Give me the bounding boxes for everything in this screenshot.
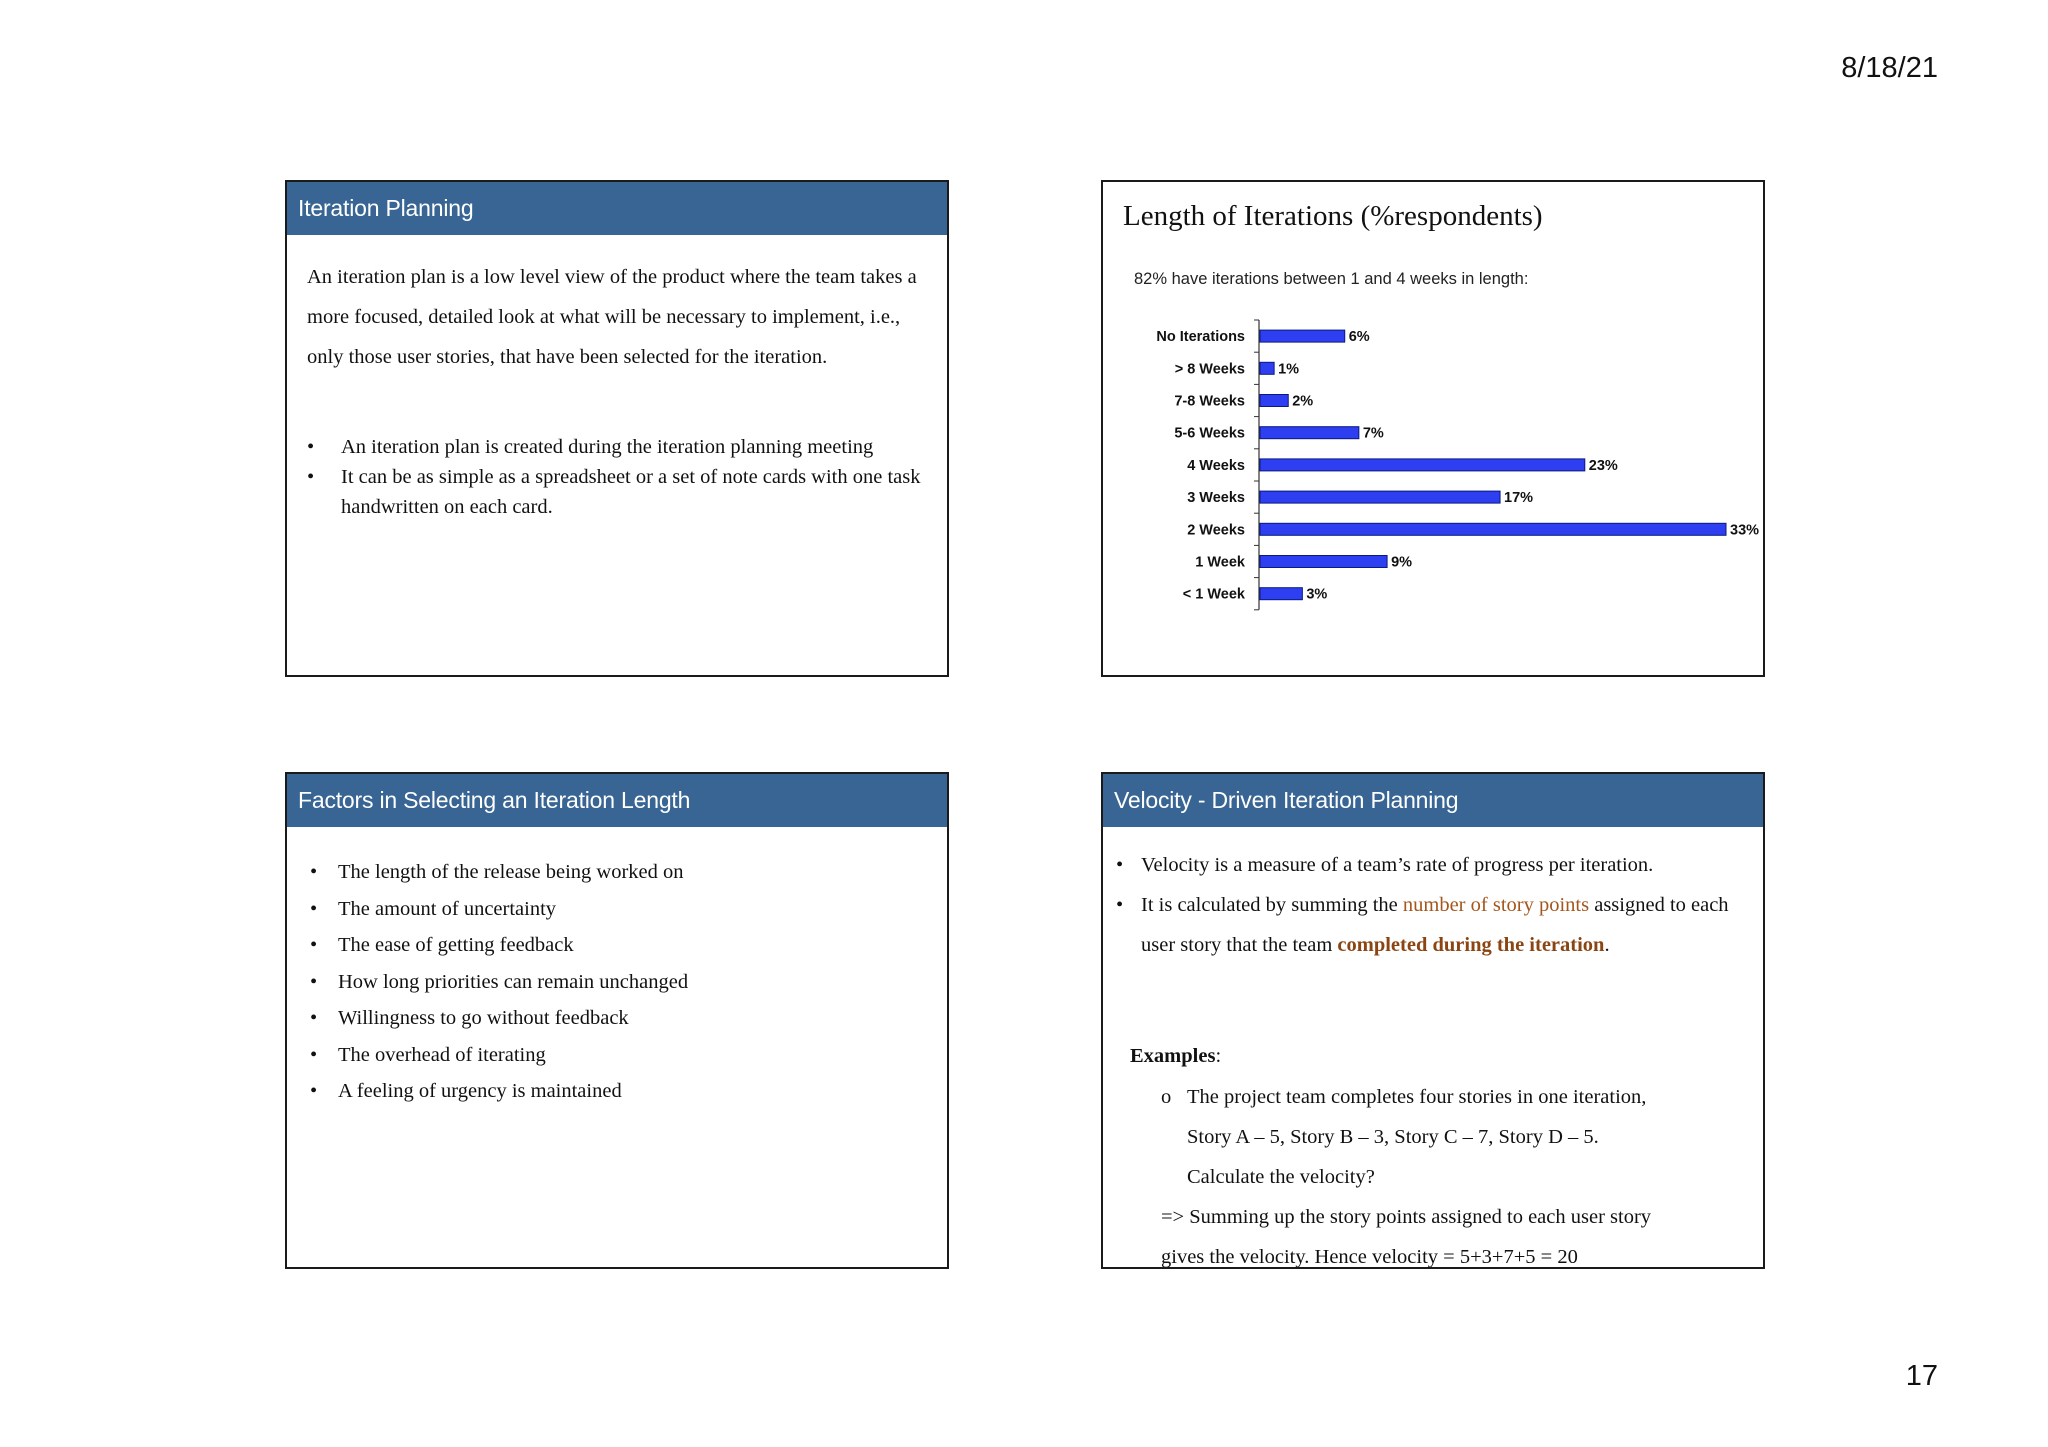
bullet-item: • The overhead of iterating (310, 1037, 930, 1074)
slide-title: Velocity - Driven Iteration Planning (1103, 774, 1763, 827)
bullet-dot-icon: • (1116, 894, 1124, 916)
bar (1260, 427, 1359, 439)
data-label: 23% (1588, 457, 1618, 474)
bar (1260, 556, 1387, 568)
chart-title: Length of Iterations (%respondents) (1123, 200, 1543, 232)
bullet-item: • The length of the release being worked on (310, 854, 930, 891)
page-date: 8/18/21 (1841, 52, 1938, 84)
bullet-item: • The ease of getting feedback (310, 927, 930, 964)
bullet-item: • How long priorities can remain unchanged (310, 964, 930, 1001)
bullet-dot-icon: • (310, 934, 318, 956)
examples-heading: Examples: (1130, 1045, 1222, 1067)
data-label: 33% (1730, 522, 1760, 539)
bullet-dot-icon: • (310, 861, 318, 883)
bullet-dot-icon: • (307, 436, 315, 458)
bar (1260, 459, 1585, 471)
bar-chart (1103, 182, 1765, 677)
highlight-text: number of story points (1402, 894, 1590, 916)
slide-velocity-planning (1101, 772, 1765, 1269)
bullet-item: • It can be as simple as a spreadsheet or a set of note cards with one task handwritten on each card. (307, 462, 927, 522)
example-line: Calculate the velocity? (1187, 1166, 1375, 1188)
bar (1260, 395, 1288, 407)
bullet-dot-icon: • (310, 1007, 318, 1029)
bullet-dot-icon: • (307, 466, 315, 488)
data-label: 1% (1278, 361, 1300, 378)
bullet-list (307, 432, 927, 522)
bullet-list (1116, 845, 1756, 965)
slide-iteration-planning (285, 180, 949, 677)
bar (1260, 330, 1345, 342)
category-label: 5-6 Weeks (1174, 425, 1245, 442)
bar (1260, 588, 1302, 600)
bullet-item: • It is calculated by summing the number of story points assigned to each user story that the team completed during the iteration. (1116, 885, 1756, 965)
bullet-dot-icon: • (310, 1080, 318, 1102)
category-label: 4 Weeks (1187, 457, 1245, 474)
answer-line: => Summing up the story points assigned to each user story (1161, 1206, 1652, 1228)
bullet-item: • An iteration plan is created during the iteration planning meeting (307, 432, 927, 462)
data-label: 3% (1306, 586, 1328, 603)
bullet-dot-icon: • (310, 970, 318, 993)
bullet-list (310, 854, 930, 1110)
highlight-bold-text: completed during the iteration (1337, 934, 1605, 956)
category-label: 7-8 Weeks (1174, 393, 1245, 410)
slide-title: Factors in Selecting an Iteration Length (287, 774, 947, 827)
category-label: > 8 Weeks (1174, 361, 1245, 378)
chart-subtitle: 82% have iterations between 1 and 4 weeks in length: (1134, 270, 1529, 288)
data-label: 7% (1362, 425, 1384, 442)
data-label: 6% (1348, 329, 1370, 346)
bullet-item: • Willingness to go without feedback (310, 1000, 930, 1037)
answer-line: gives the velocity. Hence velocity = 5+3+7+5 = 20 (1161, 1246, 1578, 1268)
bullet-item: • The amount of uncertainty (310, 891, 930, 928)
slide-factors-iteration-length (285, 772, 949, 1269)
category-label: No Iterations (1156, 329, 1245, 346)
category-label: < 1 Week (1182, 586, 1245, 603)
category-label: 3 Weeks (1187, 490, 1245, 507)
bar (1260, 362, 1274, 374)
category-label: 2 Weeks (1187, 522, 1245, 539)
bullet-item: • A feeling of urgency is maintained (310, 1073, 930, 1110)
bullet-dot-icon: • (310, 1043, 318, 1066)
bullet-item: • Velocity is a measure of a team’s rate of progress per iteration. (1116, 845, 1756, 885)
slide-title: Iteration Planning (287, 182, 947, 235)
bar (1260, 523, 1726, 535)
example-line: o The project team completes four stories in one iteration, (1161, 1077, 1761, 1117)
data-label: 17% (1504, 490, 1534, 507)
bar (1260, 491, 1500, 503)
slide-paragraph: An iteration plan is a low level view of the product where the team takes a more focused, detailed look at what will be necessary to implement, i.e., only those user stories, that have been selected for the iteration. (307, 266, 917, 368)
example-line: Story A – 5, Story B – 3, Story C – 7, Story D – 5. (1187, 1126, 1599, 1148)
examples-block (1161, 1077, 1761, 1269)
data-label: 9% (1391, 554, 1413, 571)
data-label: 2% (1292, 393, 1314, 410)
page-number: 17 (1905, 1360, 1938, 1392)
category-label: 1 Week (1195, 554, 1245, 571)
slide-iteration-length-chart (1101, 180, 1765, 677)
bullet-dot-icon: • (310, 897, 318, 920)
circle-bullet-icon: o (1161, 1086, 1172, 1108)
bullet-dot-icon: • (1116, 854, 1124, 876)
